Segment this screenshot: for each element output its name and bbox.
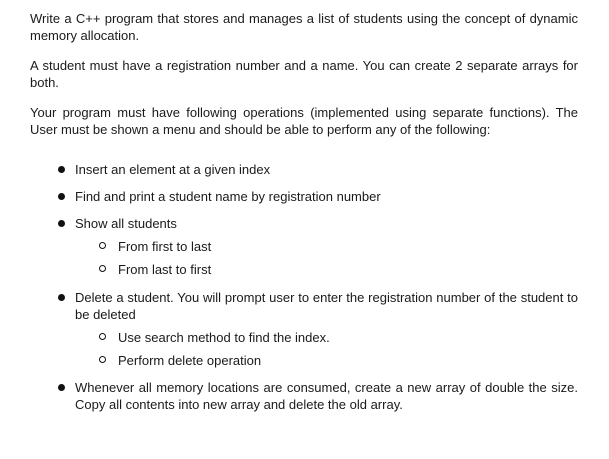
bullet-icon	[58, 294, 65, 301]
intro-paragraph-2: A student must have a registration number and a name. You can create 2 separate arrays for both.	[30, 58, 578, 90]
hollow-bullet-icon	[99, 333, 106, 340]
sub-item-text: From first to last	[118, 239, 212, 254]
list-item-text: Whenever all memory locations are consumed, create a new array of double the size. Copy all contents into new array and delete the old array.	[75, 380, 578, 412]
list-item-text: Find and print a student name by registration number	[75, 189, 381, 204]
intro-paragraph-1: Write a C++ program that stores and manages a list of students using the concept of dynamic memory allocation.	[30, 11, 578, 43]
hollow-bullet-icon	[99, 242, 106, 249]
list-item-text: Show all students	[75, 216, 177, 231]
bullet-icon	[58, 193, 65, 200]
sub-item-text: Perform delete operation	[118, 353, 262, 368]
hollow-bullet-icon	[99, 356, 106, 363]
list-item-text: Delete a student. You will prompt user to enter the registration number of the student to be deleted	[75, 290, 578, 322]
bullet-icon	[58, 220, 65, 227]
bullet-icon	[58, 166, 65, 173]
sub-item-text: From last to first	[118, 262, 212, 277]
list-item-text: Insert an element at a given index	[75, 162, 271, 177]
intro-paragraph-3: Your program must have following operations (implemented using separate functions). The User must be shown a menu and should be able to perform any of the following:	[30, 105, 578, 137]
hollow-bullet-icon	[99, 265, 106, 272]
sub-item-text: Use search method to find the index.	[118, 330, 330, 345]
bullet-icon	[58, 384, 65, 391]
